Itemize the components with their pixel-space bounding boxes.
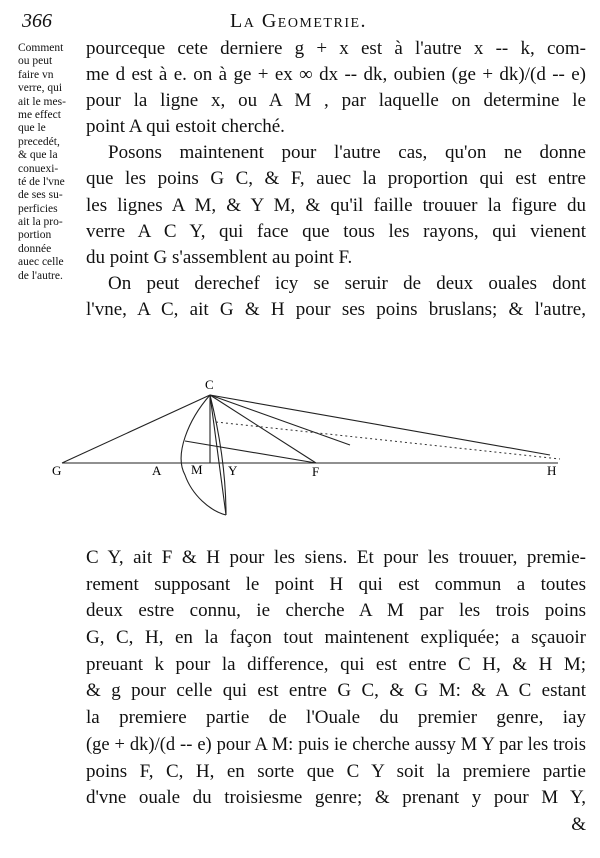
margin-note-line: me effect (18, 108, 61, 121)
text-line: pour la ligne x, ou A M , par laquelle on determine le (86, 90, 586, 112)
ray-c-h (210, 395, 550, 455)
lens-diagram (40, 375, 580, 525)
text-line: verre A C Y, qui face que tous les rayons, qui vienent (86, 220, 586, 242)
margin-note-line: faire vn (18, 68, 54, 81)
ray-c-upper (210, 395, 350, 445)
text-line: me d est à e. on à ge + ex ∞ dx -- dk, oubien (ge + dk)/(d -- e) (86, 64, 586, 86)
text-line: l'vne, A C, ait G & H pour ses poins bruslans; & l'autre, (86, 298, 586, 320)
text-line: On peut derechef icy se seruir de deux ouales dont (108, 272, 586, 294)
running-title: La Geometrie. (230, 10, 368, 32)
text-line: que les poins G C, & F, auec la proportion qui est entre (86, 168, 586, 190)
margin-note-line: verre, qui (18, 82, 63, 95)
text-line: G, C, H, en la façon tout maintenent expliquée; a sçauoir (86, 627, 586, 649)
text-line: du point G s'assemblent au point F. (86, 246, 353, 268)
label-c: C (205, 377, 214, 392)
margin-note-line: Comment (18, 42, 64, 54)
body-text-bottom (86, 545, 586, 839)
margin-note-line: de ses su- (18, 189, 63, 202)
page-header (0, 8, 600, 36)
margin-note-line: portion (18, 229, 52, 242)
text-line: C Y, ait F & H pour les siens. Et pour les trouuer, premie- (86, 547, 586, 568)
lens-left-surface (181, 395, 226, 515)
text-line: Posons maintenent pour l'autre cas, qu'on ne donne (108, 142, 586, 164)
margin-note-line: conuexi- (18, 162, 59, 175)
margin-note-line: que le (18, 122, 46, 135)
label-f: F (312, 464, 320, 479)
dotted-ray (216, 422, 560, 459)
text-line: & g pour celle qui est entre G C, & G M: & A C estant (86, 680, 586, 702)
margin-note-line: auec celle (18, 256, 64, 269)
margin-note-line: precedét, (18, 135, 60, 148)
margin-note-line: & que la (18, 149, 58, 162)
text-line: la premiere partie de l'Ouale du premier genre, iay (86, 707, 586, 729)
page-number: 366 (22, 10, 52, 32)
text-line: deux estre connu, ie cherche A M par les trois poins (86, 600, 586, 622)
text-line: pourceque cete derniere g + x est à l'autre x -- k, com- (86, 38, 586, 59)
ray-lens-f (185, 441, 316, 463)
text-line: point A qui estoit cherché. (86, 116, 285, 138)
body-text-top (86, 36, 586, 323)
line-c-lens-bottom (210, 395, 226, 515)
margin-note-line: té de l'vne (18, 175, 65, 188)
margin-note-line: donnée (18, 242, 52, 255)
label-m: M (191, 462, 203, 477)
text-line: rement supposant le point H qui est commun a toutes (86, 573, 586, 595)
label-a: A (152, 463, 162, 478)
label-g: G (52, 463, 62, 478)
margin-note-line: ait le mes- (18, 95, 66, 108)
ray-c-f (210, 395, 316, 463)
margin-note-line: de l'autre. (18, 269, 63, 282)
label-h: H (547, 463, 557, 478)
label-y: Y (228, 463, 238, 478)
text-line: (ge + dk)/(d -- e) pour A M: puis ie cherche aussy M Y par les trois (86, 734, 586, 755)
text-line: preuant k pour la difference, qui est entre C H, & H M; (86, 653, 586, 675)
catchword: & (571, 813, 586, 835)
margin-note-line: ou peut (18, 55, 53, 68)
margin-note (18, 42, 84, 283)
text-line: les lignes A M, & Y M, & qu'il faille trouuer la figure du (86, 194, 586, 216)
margin-note-line: perficies (18, 202, 58, 215)
margin-note-line: ait la pro- (18, 216, 63, 229)
text-line: d'vne ouale du troisiesme genre; & prenant y pour M Y, (86, 787, 586, 809)
text-line: poins F, C, H, en sorte que C Y soit la premiere partie (86, 760, 586, 782)
